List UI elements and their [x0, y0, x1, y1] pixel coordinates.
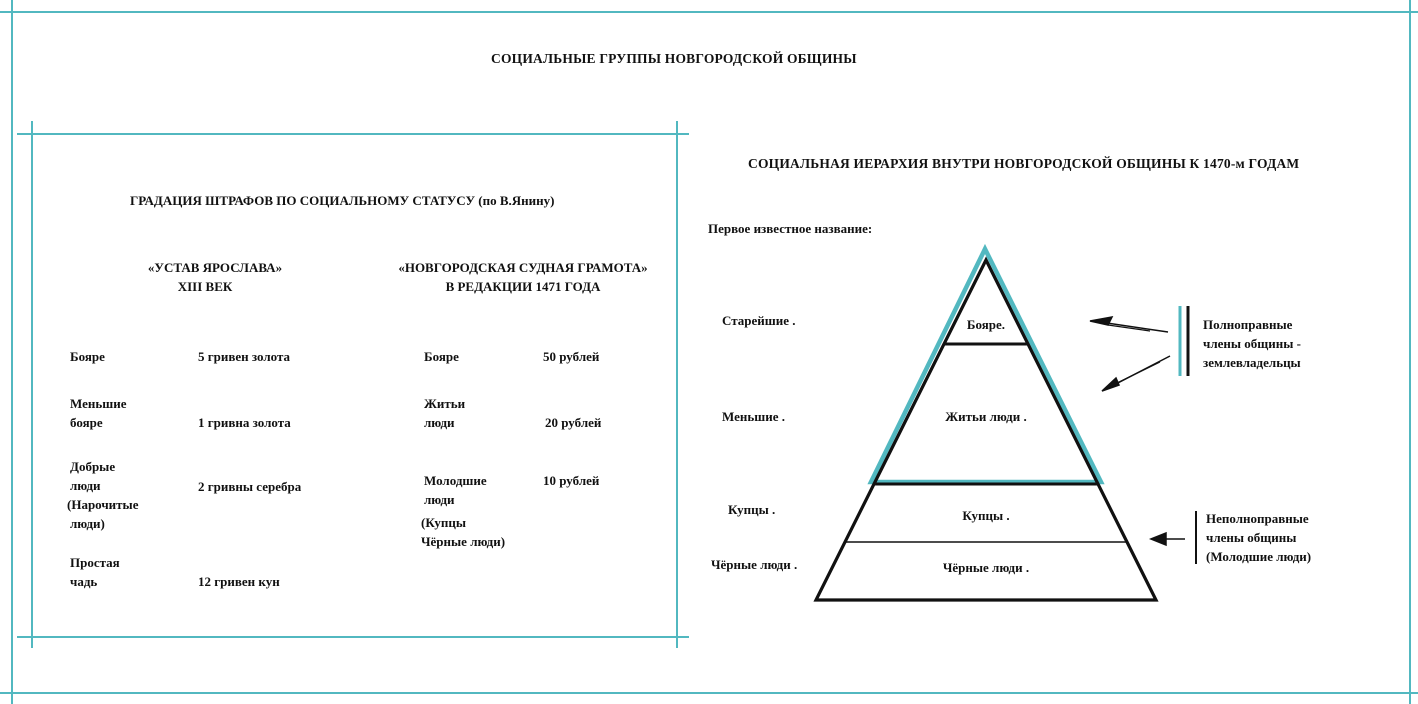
col2-row-2-fine: 20 рублей — [545, 415, 602, 430]
left-label-merchants: Купцы . — [728, 502, 776, 517]
col1-row-2-fine: 1 гривна золота — [198, 415, 291, 430]
arrow-to-boyars — [1090, 317, 1168, 332]
arrow-to-zhitii — [1102, 356, 1170, 391]
col2-row-3-group: Молодшие люди — [424, 473, 487, 507]
col2-row-1-group: Бояре — [424, 349, 459, 364]
col1-row-3-fine: 2 гривны серебра — [198, 479, 302, 494]
hierarchy-title: СОЦИАЛЬНАЯ ИЕРАРХИЯ ВНУТРИ НОВГОРОДСКОЙ ОБЩИНЫ К 1470-м ГОДАМ — [748, 156, 1300, 171]
full-members-label: Полноправные члены общины - землевладельцы — [1203, 317, 1301, 370]
col1-row-3-group: Добрые люди (Нарочитые люди) — [67, 459, 139, 531]
col2-row-3-fine: 10 рублей — [543, 473, 600, 488]
col2-row-1-fine: 50 рублей — [543, 349, 600, 364]
level-merchants: Купцы . — [962, 508, 1010, 523]
pyramid-outline — [816, 260, 1156, 600]
col1-heading: «УСТАВ ЯРОСЛАВА» XIII ВЕК — [147, 260, 283, 294]
col2-heading: «НОВГОРОДСКАЯ СУДНАЯ ГРАМОТА» В РЕДАКЦИИ 1471 ГОДА — [398, 260, 648, 294]
level-zhitii: Житьи люди . — [945, 409, 1027, 424]
left-label-black-people: Чёрные люди . — [711, 557, 798, 572]
col1-row-4-group: Простая чадь — [70, 555, 120, 589]
col2-row-2-group: Житьи люди — [424, 396, 466, 430]
col1-row-1-group: Бояре — [70, 349, 105, 364]
fines-title: ГРАДАЦИЯ ШТРАФОВ ПО СОЦИАЛЬНОМУ СТАТУСУ (по В.Янину) — [130, 193, 555, 208]
level-black-people: Чёрные люди . — [942, 560, 1030, 575]
col1-row-2-group: Меньшие бояре — [70, 396, 127, 430]
col1-row-1-fine: 5 гривен золота — [198, 349, 291, 364]
first-name-label: Первое известное название: — [708, 221, 873, 236]
pyramid-upper-outline — [871, 249, 1101, 482]
col2-note: (Купцы Чёрные люди) — [421, 515, 506, 549]
left-label-eldest: Старейшие . — [722, 313, 796, 328]
partial-members-label: Неполноправные члены общины (Молодшие люди) — [1206, 511, 1312, 564]
page-title: СОЦИАЛЬНЫЕ ГРУППЫ НОВГОРОДСКОЙ ОБЩИНЫ — [491, 51, 857, 66]
level-boyars: Бояре. — [966, 317, 1006, 332]
col1-row-4-fine: 12 гривен кун — [198, 574, 280, 589]
left-label-lesser: Меньшие . — [722, 409, 785, 424]
arrow-to-merchants — [1151, 533, 1185, 545]
